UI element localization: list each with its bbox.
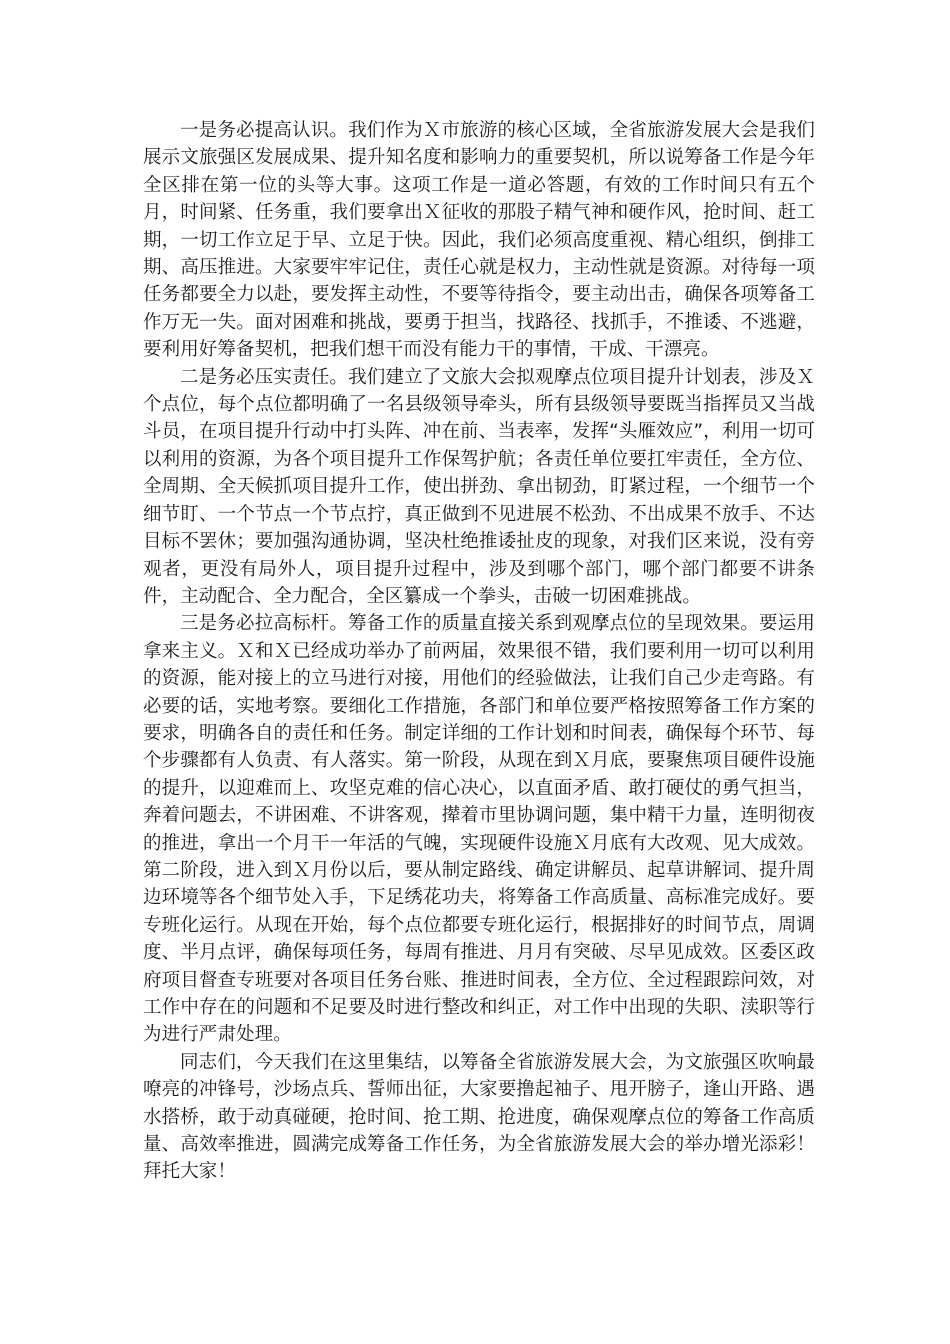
paragraph-benchmark: 三是务必拉高标杆。筹备工作的质量直接关系到观摩点位的呈现效果。要运用拿来主义。Ｘ和Ｘ已经成功举办了前两届，效果很不错，我们要利用一切可以利用的资源，能对接上的立马进行对接，用他们的经验做法，让我们自己少走弯路。有必要的话，实地考察。要细化工作措施，各部门和单位要严格按照筹备工作方案的要求，明确各自的责任和任务。制定详细的工作计划和时间表，确保每个环节、每个步骤都有人负责、有人落实。第一阶段，从现在到Ｘ月底，要聚焦项目硬件设施的提升，以迎难而上、攻坚克难的信心决心，以直面矛盾、敢打硬仗的勇气担当，奔着问题去，不讲困难、不讲客观，撵着市里协调问题，集中精干力量，连明彻夜的推进，拿出一个月干一年活的气魄，实现硬件设施Ｘ月底有大改观、见大成效。第二阶段，进入到Ｘ月份以后，要从制定路线、确定讲解员、起草讲解词、提升周边环境等各个细节处入手，下足绣花功夫，将筹备工作高质量、高标准完成好。要专班化运行。从现在开始，每个点位都要专班化运行，根据排好的时间节点，周调度、半月点评，确保每项任务，每周有推进、月月有突破、尽早见成效。区委区政府项目督查专班要对各项目任务台账、推进时间表，全方位、全过程跟踪问效，对工作中存在的问题和不足要及时进行整改和纠正，对工作中出现的失职、渎职等行为进行严肃处理。: [143, 613, 815, 1046]
document-body: [143, 117, 815, 1186]
paragraph-responsibility: 二是务必压实责任。我们建立了文旅大会拟观摩点位项目提升计划表，涉及Ｘ个点位，每个点位都明确了一名县级领导牵头，所有县级领导要既当指挥员又当战斗员，在项目提升行动中打头阵、冲在前、当表率，发挥“头雁效应”，利用一切可以利用的资源，为各个项目提升工作保驾护航；各责任单位要扛牢责任，全方位、全周期、全天候抓项目提升工作，使出拼劲、拿出韧劲，盯紧过程，一个细节一个细节盯、一个节点一个节点拧，真正做到不见进展不松劲、不出成果不放手、不达目标不罢休；要加强沟通协调，坚决杜绝推诿扯皮的现象，对我们区来说，没有旁观者，更没有局外人，项目提升过程中，涉及到哪个部门，哪个部门都要不讲条件，主动配合、全力配合，全区纂成一个拳头，击破一切困难挑战。: [143, 366, 815, 607]
paragraph-closing: 同志们，今天我们在这里集结，以筹备全省旅游发展大会，为文旅强区吹响最嘹亮的冲锋号，沙场点兵、誓师出征，大家要撸起袖子、甩开膀子，逢山开路、遇水搭桥，敢于动真碰硬，抢时间、抢工期、抢进度，确保观摩点位的筹备工作高质量、高效率推进，圆满完成筹备工作任务，为全省旅游发展大会的举办增光添彩！拜托大家！: [143, 1051, 815, 1183]
paragraph-raise-awareness: 一是务必提高认识。我们作为Ｘ市旅游的核心区域，全省旅游发展大会是我们展示文旅强区发展成果、提升知名度和影响力的重要契机，所以说筹备工作是今年全区排在第一位的头等大事。这项工作是一道必答题，有效的工作时间只有五个月，时间紧、任务重，我们要拿出Ｘ征收的那股子精气神和硬作风，抢时间、赶工期，一切工作立足于早、立足于快。因此，我们必须高度重视、精心组织，倒排工期、高压推进。大家要牢牢记住，责任心就是权力，主动性就是资源。对待每一项任务都要全力以赴，要发挥主动性，不要等待指令，要主动出击，确保各项筹备工作万无一失。面对困难和挑战，要勇于担当，找路径、找抓手，不推诿、不逃避，要利用好筹备契机，把我们想干而没有能力干的事情，干成、干漂亮。: [143, 120, 815, 361]
